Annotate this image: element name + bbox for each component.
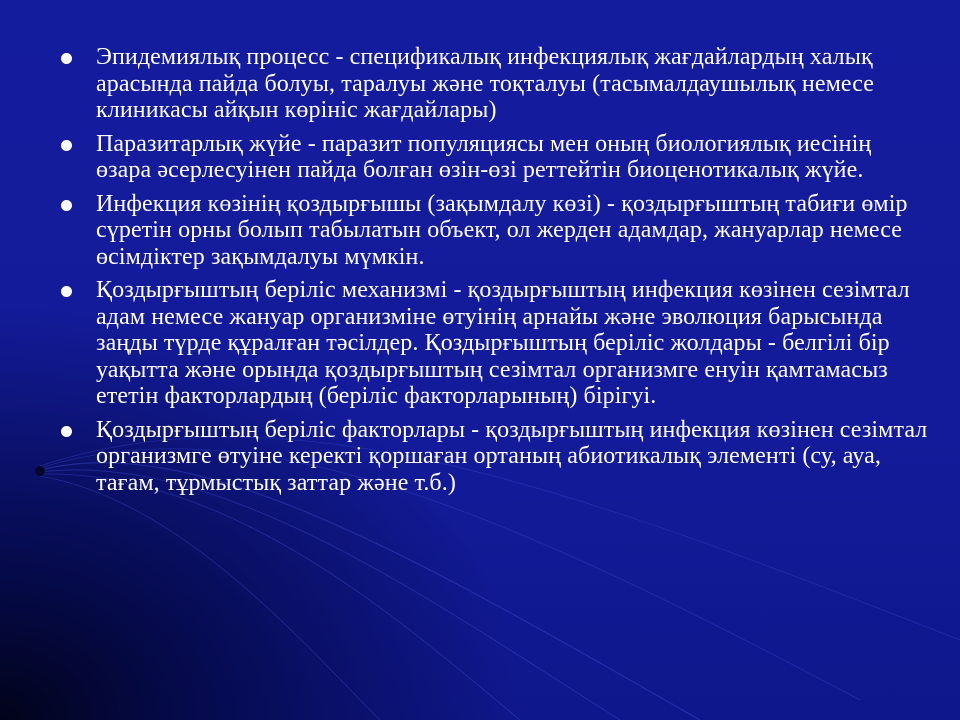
bullet-icon <box>61 140 72 151</box>
bullet-text: Қоздырғыштың беріліс факторлары - қоздырғыштың инфекция көзінен сезімтал организмге өтуіне керекті қоршаған ортаның абиотикалық элементі (су, ауа, тағам, тұрмыстық заттар және т.б.) <box>96 416 928 496</box>
bullet-icon <box>61 426 72 437</box>
bullet-item <box>58 131 928 184</box>
bullet-text: Қоздырғыштың беріліс механизмі - қоздырғыштың инфекция көзінен сезімтал адам немесе жануар организміне өтуінің арнайы және эволюция барысында заңды түрде құралған тәсілдер. Қоздырғыштың беріліс жолдары - белгілі бір уақытта және орында қоздырғыштың сезімтал организмге енуін қамтамасыз ететін факторлардың (беріліс факторларының) бірігуі. <box>96 277 910 409</box>
bullet-text: Паразитарлық жүйе - паразит популяциясы мен оның биологиялық иесінің өзара әсерлесуінен пайда болған өзін-өзі реттейтін биоценотикалық жүйе. <box>96 130 872 183</box>
bullet-text: Инфекция көзінің қоздырғышы (зақымдалу көзі) - қоздырғыштың табиғи өмір сүретін орны болып табылатын объект, ол жерден адамдар, жануарлар немесе өсімдіктер зақымдалуы мүмкін. <box>96 190 908 270</box>
bullet-item <box>58 191 928 271</box>
bullet-list <box>58 44 928 503</box>
swoosh-origin-dot <box>35 466 45 476</box>
bullet-item <box>58 44 928 124</box>
bullet-text: Эпидемиялық процесс - спецификалық инфекциялық жағдайлардың халық арасында пайда болуы, таралуы және тоқталуы (тасымалдаушылық немесе клиникасы айқын көрініс жағдайлары) <box>96 44 875 123</box>
bullet-icon <box>61 200 72 211</box>
bullet-icon <box>61 53 72 64</box>
bullet-item <box>58 417 928 497</box>
bullet-icon <box>61 286 72 297</box>
bullet-item <box>58 277 928 410</box>
